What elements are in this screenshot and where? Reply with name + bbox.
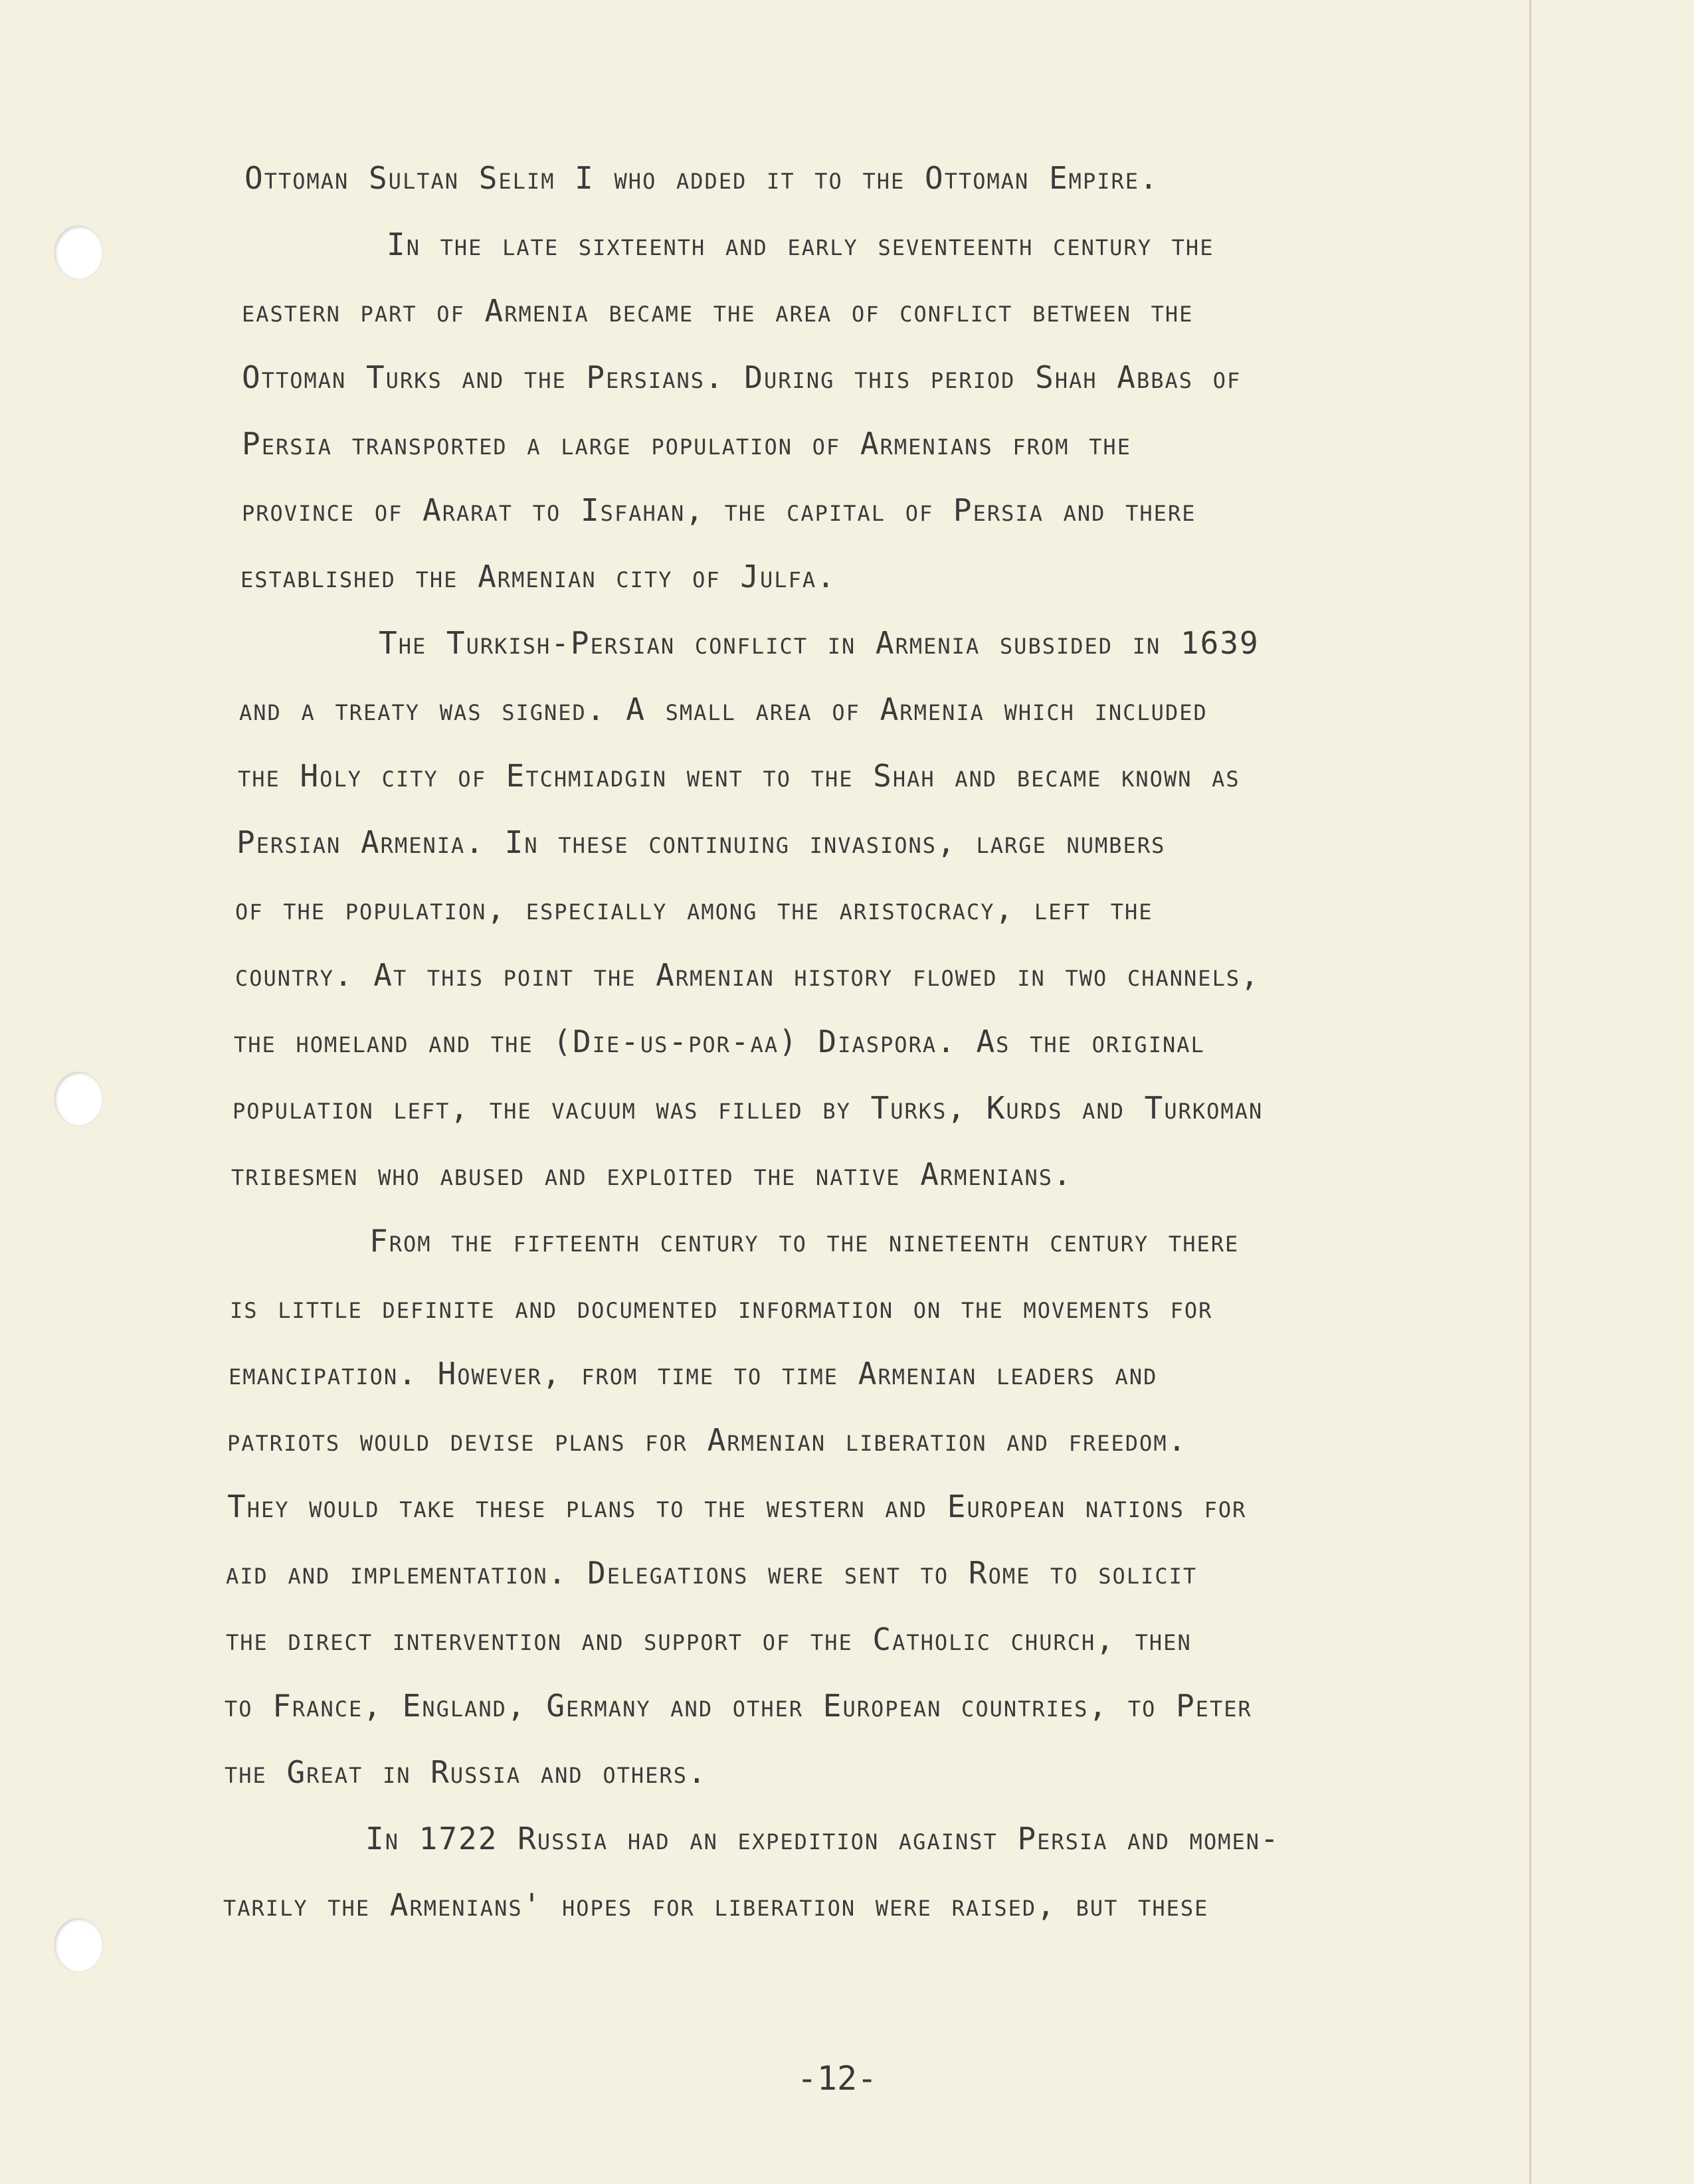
paragraph-start-line: The Turkish-Persian conflict in Armenia subsided in 1639 — [379, 625, 1260, 661]
paragraph-start-line: In 1722 Russia had an expedition against Persia and momen- — [365, 1821, 1280, 1857]
text-line: aid and implementation. Delegations were sent to Rome to solicit — [226, 1555, 1198, 1591]
paragraph-start-line: In the late sixteenth and early seventeenth century the — [387, 227, 1214, 262]
text-line: to France, England, Germany and other European countries, to Peter — [225, 1688, 1252, 1724]
text-line: is little definite and documented information on the movements for — [230, 1289, 1213, 1325]
text-line: and a treaty was signed. A small area of Armenia which included — [239, 691, 1208, 727]
text-line: established the Armenian city of Julfa. — [240, 559, 836, 594]
text-line: the Great in Russia and others. — [225, 1754, 707, 1790]
text-line: emancipation. However, from time to time Armenian leaders and — [229, 1356, 1158, 1392]
text-line: the Holy city of Etchmiadgin went to the Shah and became known as — [238, 758, 1240, 794]
binder-hole-top — [54, 226, 102, 279]
page-number: -12- — [797, 2059, 878, 2098]
text-line: Persian Armenia. In these continuing invasions, large numbers — [236, 824, 1166, 860]
text-line: tarily the Armenians' hopes for liberation were raised, but these — [223, 1887, 1209, 1923]
margin-rule — [1529, 0, 1531, 2184]
text-line: the homeland and the (Die-us-por-aa) Diaspora. As the original — [234, 1024, 1205, 1059]
text-line: the direct intervention and support of the Catholic church, then — [226, 1621, 1192, 1657]
text-line: of the population, especially among the aristocracy, left the — [235, 891, 1153, 927]
binder-hole-middle — [54, 1072, 102, 1125]
text-line: eastern part of Armenia became the area of conflict between the — [242, 293, 1194, 329]
text-line: patriots would devise plans for Armenian liberation and freedom. — [227, 1422, 1188, 1458]
text-line: population left, the vacuum was filled by Turks, Kurds and Turkoman — [233, 1090, 1264, 1126]
text-line: country. At this point the Armenian history flowed in two channels, — [235, 957, 1260, 993]
text-line: tribesmen who abused and exploited the native Armenians. — [231, 1156, 1073, 1192]
text-line: Ottoman Sultan Selim I who added it to the Ottoman Empire. — [244, 160, 1159, 196]
paragraph-start-line: From the fifteenth century to the nineteenth century there — [369, 1223, 1240, 1259]
binder-hole-bottom — [54, 1918, 102, 1971]
text-line: Ottoman Turks and the Persians. During this period Shah Abbas of — [242, 359, 1242, 395]
text-line: province of Ararat to Isfahan, the capital of Persia and there — [242, 492, 1196, 528]
text-line: Persia transported a large population of Armenians from the — [242, 426, 1131, 462]
text-line: They would take these plans to the western and European nations for — [227, 1489, 1247, 1524]
